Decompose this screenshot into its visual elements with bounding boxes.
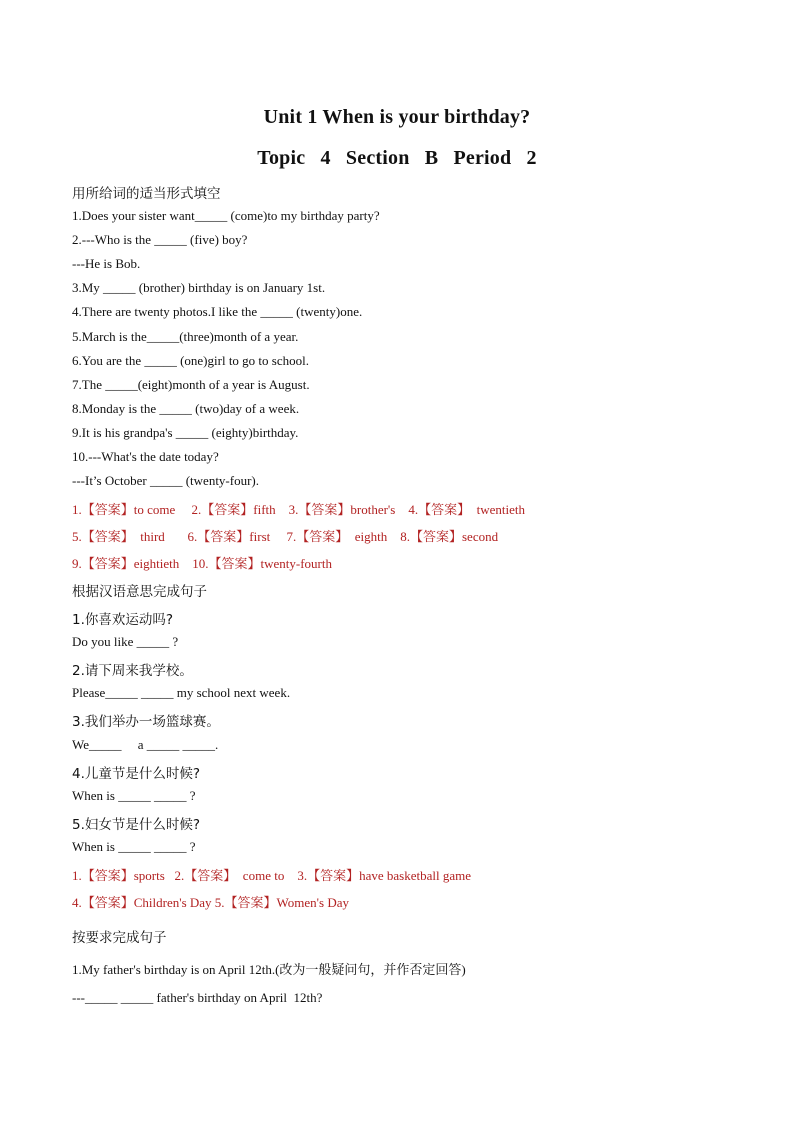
question-line: 4.There are twenty photos.I like the _____ (twenty)one. bbox=[72, 304, 363, 319]
question-line: We_____ a _____ _____. bbox=[72, 737, 219, 752]
page-title: Unit 1 When is your birthday? bbox=[263, 106, 531, 128]
section-heading-rewrite: 按要求完成句子 bbox=[72, 930, 167, 946]
question-line: When is _____ _____ ? bbox=[72, 788, 196, 803]
answer-line: 9.【答案】eightieth 10.【答案】twenty-fourth bbox=[72, 556, 332, 571]
question-line: 5.妇女节是什么时候? bbox=[72, 817, 201, 833]
section-heading-translate: 根据汉语意思完成句子 bbox=[72, 584, 207, 600]
question-line: Do you like _____ ? bbox=[72, 634, 179, 649]
question-line: ---_____ _____ father's birthday on April 12th? bbox=[72, 990, 323, 1005]
question-line: 1.My father's birthday is on April 12th.(改为一般疑问句，并作否定回答) bbox=[72, 962, 466, 977]
question-line: ---It’s October _____ (twenty-four). bbox=[72, 473, 259, 488]
question-line: ---He is Bob. bbox=[72, 256, 141, 271]
section-heading-fill-blanks: 用所给词的适当形式填空 bbox=[72, 186, 221, 202]
question-line: 3.My _____ (brother) birthday is on January 1st. bbox=[72, 280, 326, 295]
question-line: 6.You are the _____ (one)girl to go to school. bbox=[72, 353, 309, 368]
question-line: 7.The _____(eight)month of a year is August. bbox=[72, 377, 310, 392]
question-line: 9.It is his grandpa's _____ (eighty)birthday. bbox=[72, 425, 299, 440]
answer-line: 5.【答案】 third 6.【答案】first 7.【答案】 eighth 8.【答案】second bbox=[72, 529, 499, 544]
question-line: Please_____ _____ my school next week. bbox=[72, 685, 291, 700]
question-line: 2.---Who is the _____ (five) boy? bbox=[72, 232, 248, 247]
question-line: 5.March is the_____(three)month of a year. bbox=[72, 329, 299, 344]
answer-line: 1.【答案】to come 2.【答案】fifth 3.【答案】brother's 4.【答案】 twentieth bbox=[72, 502, 525, 517]
question-line: 1.你喜欢运动吗? bbox=[72, 612, 174, 628]
question-line: 3.我们举办一场篮球赛。 bbox=[72, 714, 220, 730]
question-line: 10.---What's the date today? bbox=[72, 449, 219, 464]
answer-line: 4.【答案】Children's Day 5.【答案】Women's Day bbox=[72, 895, 349, 910]
question-line: 8.Monday is the _____ (two)day of a week. bbox=[72, 401, 300, 416]
question-line: 1.Does your sister want_____ (come)to my birthday party? bbox=[72, 208, 380, 223]
question-line: When is _____ _____ ? bbox=[72, 839, 196, 854]
answer-line: 1.【答案】sports 2.【答案】 come to 3.【答案】have basketball game bbox=[72, 868, 471, 883]
question-line: 2.请下周来我学校。 bbox=[72, 663, 193, 679]
question-line: 4.儿童节是什么时候? bbox=[72, 766, 201, 782]
page-subtitle: Topic 4 Section B Period 2 bbox=[257, 147, 537, 169]
